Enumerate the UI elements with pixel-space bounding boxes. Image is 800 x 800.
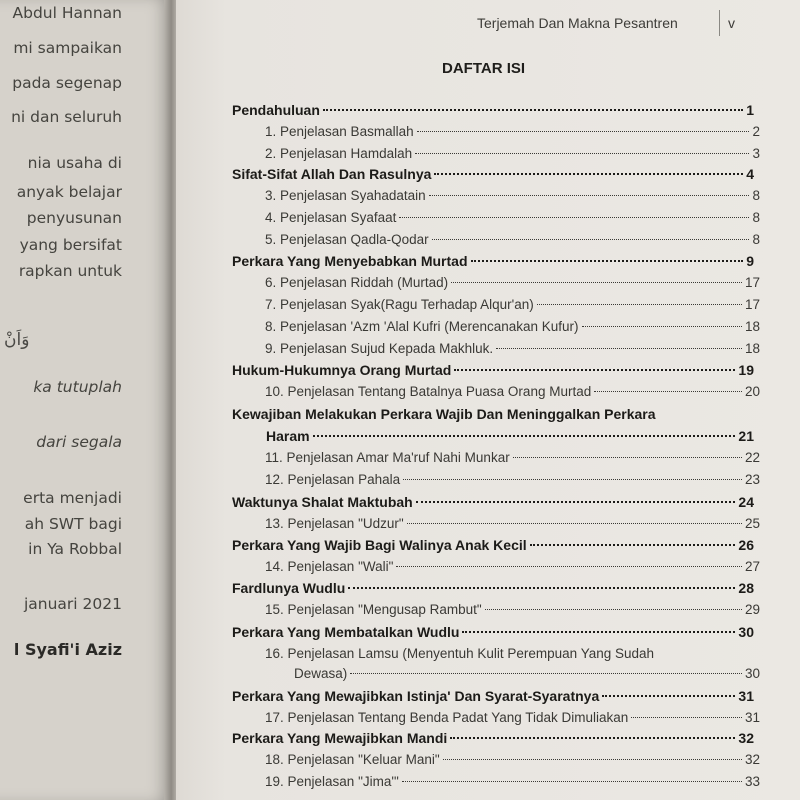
left-text-line: mi sampaikan [13,39,122,57]
left-text-line: dari segala [36,433,122,451]
toc-entry: Kewajiban Melakukan Perkara Wajib Dan Meninggalkan Perkara [232,406,656,422]
left-page [0,0,172,800]
toc-entry: 14. Penjelasan "Wali" 27 [265,559,760,574]
toc-entry: 6. Penjelasan Riddah (Murtad) 17 [265,275,760,290]
toc-entry: 19. Penjelasan "Jima'" 33 [265,774,760,789]
toc-entry: 12. Penjelasan Pahala 23 [265,472,760,487]
toc-entry: Perkara Yang Mewajibkan Mandi 32 [232,730,754,746]
toc-entry: Pendahuluan 1 [232,102,754,118]
left-text-line: penyusunan [26,209,122,227]
page-number: v [728,15,735,31]
toc-entry: Sifat-Sifat Allah Dan Rasulnya 4 [232,166,754,182]
toc-entry: 5. Penjelasan Qadla-Qodar 8 [265,232,760,247]
toc-title: DAFTAR ISI [442,60,526,77]
toc-entry: 2. Penjelasan Hamdalah 3 [265,146,760,161]
toc-entry: Perkara Yang Menyebabkan Murtad 9 [232,253,754,269]
author-name: l Syafi'i Aziz [13,640,122,659]
toc-entry: 15. Penjelasan "Mengusap Rambut" 29 [265,602,760,617]
left-text-line: ah SWT bagi [24,515,122,533]
toc-entry: Perkara Yang Mewajibkan Istinja' Dan Syarat-Syaratnya 31 [232,688,754,704]
toc-entry: 8. Penjelasan 'Azm 'Alal Kufri (Merencanakan Kufur) 18 [265,319,760,334]
left-text-line: pada segenap [12,74,122,92]
left-text-line: januari 2021 [23,595,122,613]
left-text-line: rapkan untuk [18,262,122,280]
toc-entry: 10. Penjelasan Tentang Batalnya Puasa Orang Murtad 20 [265,384,760,399]
left-text-line: Abdul Hannan [12,4,122,22]
toc-entry: 13. Penjelasan "Udzur" 25 [265,516,760,531]
toc-entry: Hukum-Hukumnya Orang Murtad 19 [232,362,754,378]
left-text-line: nia usaha di [27,154,122,172]
toc-entry: 4. Penjelasan Syafaat 8 [265,210,760,225]
arabic-text: وَاَنْ [4,330,30,350]
toc-entry: Fardlunya Wudlu 28 [232,580,754,596]
toc-entry: Perkara Yang Membatalkan Wudlu 30 [232,624,754,640]
toc-entry: 3. Penjelasan Syahadatain 8 [265,188,760,203]
left-text-line: ni dan seluruh [11,108,122,126]
toc-entry: 7. Penjelasan Syak(Ragu Terhadap Alqur'an) 17 [265,297,760,312]
toc-entry: 18. Penjelasan "Keluar Mani" 32 [265,752,760,767]
toc-entry: 16. Penjelasan Lamsu (Menyentuh Kulit Perempuan Yang Sudah [265,646,655,661]
toc-entry: Waktunya Shalat Maktubah 24 [232,494,754,510]
left-text-line: anyak belajar [16,183,122,201]
toc-entry: 9. Penjelasan Sujud Kepada Makhluk. 18 [265,341,760,356]
toc-entry: Dewasa) 30 [294,666,760,681]
left-text-line: in Ya Robbal [28,540,122,558]
left-text-line: yang bersifat [19,236,122,254]
header-divider [719,10,720,36]
toc-entry: 11. Penjelasan Amar Ma'ruf Nahi Munkar 22 [265,450,760,465]
left-text-line: erta menjadi [23,489,122,507]
toc-entry: 17. Penjelasan Tentang Benda Padat Yang Tidak Dimuliakan 31 [265,710,760,725]
toc-entry: 1. Penjelasan Basmallah 2 [265,124,760,139]
toc-entry: Haram 21 [266,428,754,444]
running-title: Terjemah Dan Makna Pesantren [477,15,678,31]
left-text-line: ka tutuplah [33,378,122,396]
toc-entry: Perkara Yang Wajib Bagi Walinya Anak Kecil 26 [232,537,754,553]
